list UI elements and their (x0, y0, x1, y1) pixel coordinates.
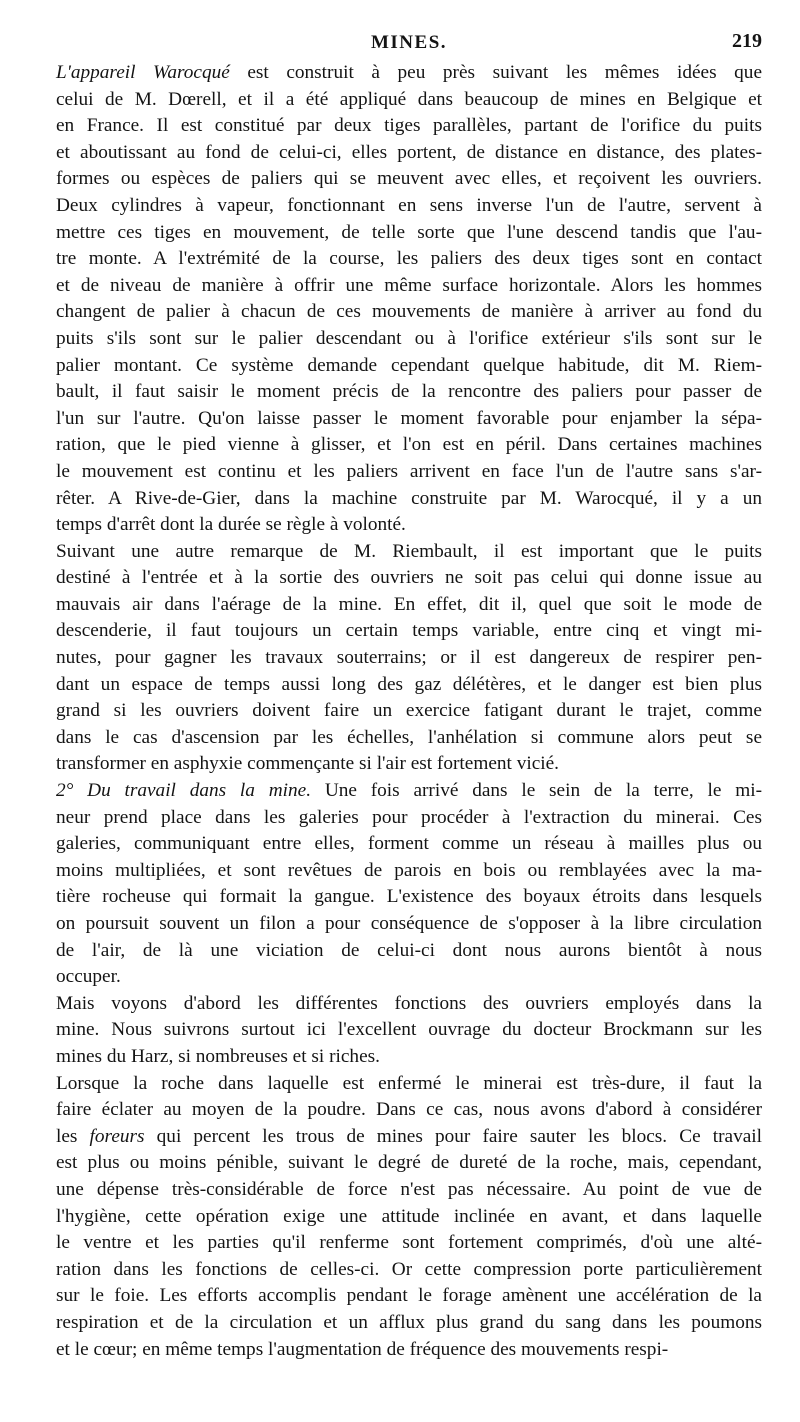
text-line: le ventre et les parties qu'il renferme sont fortement comprimés, d'où une alté- (56, 1232, 762, 1254)
text-line: dans le cas d'ascension par les échelles, l'anhélation si commune alors peut se (56, 726, 762, 748)
text-line: est plus ou moins pénible, suivant le degré de dureté de la roche, mais, cependant, (56, 1152, 762, 1174)
text-line: destiné à l'entrée et à la sortie des ouvriers ne soit pas celui qui donne issue au (56, 567, 762, 589)
text-line: mauvais air dans l'aérage de la mine. En effet, dit il, quel que soit le mode de (56, 593, 762, 615)
text-line: formes ou espèces de paliers qui se meuvent avec elles, et reçoivent les ouvriers. (56, 168, 762, 190)
text-line: faire éclater au moyen de la poudre. Dans ce cas, nous avons d'abord à considérer (56, 1099, 762, 1121)
text-line: mine. Nous suivrons surtout ici l'excellent ouvrage du docteur Brockmann sur les (56, 1019, 762, 1041)
text-line: en France. Il est constitué par deux tiges parallèles, partant de l'orifice du puits (56, 115, 762, 137)
text-line: ration, que le pied vienne à glisser, et l'on est en péril. Dans certaines machines (56, 434, 762, 456)
text-line: neur prend place dans les galeries pour procéder à l'extraction du minerai. Ces (56, 806, 762, 828)
text-line: occuper. (56, 966, 121, 988)
text-line: mines du Harz, si nombreuses et si riches. (56, 1045, 380, 1067)
text-line: et aboutissant au fond de celui-ci, elles portent, de distance en distance, des plates- (56, 141, 762, 163)
paragraph (56, 991, 762, 1071)
running-title: MINES. (370, 32, 448, 53)
text-line: on poursuit souvent un filon a pour conséquence de s'opposer à la libre circulation (56, 913, 762, 934)
italic-lead: 2° Du travail dans la mine. (56, 780, 312, 802)
text-line: nutes, pour gagner les travaux souterrains; or il est dangereux de respirer pen- (56, 647, 762, 669)
text-line: L'appareil Warocqué est construit à peu près suivant les mêmes idées que (56, 62, 763, 83)
text-line: grand si les ouvriers doivent faire un exercice fatigant durant le trajet, comme (56, 700, 762, 722)
text-line: le mouvement est continu et les paliers arrivent en face l'un de l'autre sans s'ar- (56, 460, 762, 482)
book-page (56, 20, 762, 1363)
body-text (56, 60, 762, 1363)
paragraph (56, 778, 762, 991)
text-line: mettre ces tiges en mouvement, de telle sorte que l'une descend tandis que l'au- (56, 221, 762, 243)
text-line: Suivant une autre remarque de M. Riembault, il est important que le puits (56, 540, 762, 562)
text-line: sur le foie. Les efforts accomplis pendant le forage amènent une accélération de la (56, 1285, 762, 1307)
text-line: 2° Du travail dans la mine. Une fois arrivé dans le sein de la terre, le mi- (56, 780, 763, 802)
text-line: Mais voyons d'abord les différentes fonctions des ouvriers employés dans la (56, 992, 762, 1014)
italic-lead: L'appareil Warocqué (56, 62, 230, 83)
text-line: celui de M. Dœrell, et il a été appliqué dans beaucoup de mines en Belgique et (56, 88, 762, 110)
running-head (56, 20, 762, 60)
text-line: puits s'ils sont sur le palier descendant ou à l'orifice extérieur s'ils sont sur le (56, 327, 762, 349)
text-line: les foreurs qui percent les trous de mines pour faire sauter les blocs. Ce travail (56, 1125, 762, 1147)
text-line: transformer en asphyxie commençante si l'air est fortement vicié. (56, 753, 559, 775)
text-line: temps d'arrêt dont la durée se règle à volonté. (56, 514, 406, 536)
italic-term: foreurs (89, 1125, 145, 1147)
page-number: 219 (732, 30, 762, 52)
text-line: et le cœur; en même temps l'augmentation de fréquence des mouvements respi- (56, 1338, 669, 1360)
text-line: et de niveau de manière à offrir une même surface horizontale. Alors les hommes (56, 274, 762, 296)
text-line: changent de palier à chacun de ces mouvements de manière à arriver au fond du (56, 301, 762, 323)
text-line: l'un sur l'autre. Qu'on laisse passer le moment favorable pour enjamber la sépa- (56, 407, 762, 429)
text-line: une dépense très-considérable de force n'est pas nécessaire. Au point de vue de (56, 1178, 762, 1200)
text-line: tre monte. A l'extrémité de la course, les paliers des deux tiges sont en contact (56, 248, 762, 270)
text-line: descenderie, il faut toujours un certain temps variable, entre cinq et vingt mi- (56, 620, 762, 642)
text-line: Deux cylindres à vapeur, fonctionnant en sens inverse l'un de l'autre, servent à (56, 194, 762, 216)
paragraph (56, 539, 762, 778)
text-line: ration dans les fonctions de celles-ci. Or cette compression porte particulièrement (56, 1258, 762, 1280)
text-line: palier montant. Ce système demande cependant quelque habitude, dit M. Riem- (56, 354, 762, 376)
text-line: de l'air, de là une viciation de celui-ci dont nous aurons bientôt à nous (56, 939, 762, 961)
text-line: Lorsque la roche dans laquelle est enfermé le minerai est très-dure, il faut la (56, 1072, 762, 1094)
paragraph (56, 1071, 762, 1364)
paragraph (56, 60, 762, 539)
text-line: dant un espace de temps aussi long des gaz délétères, et le danger est bien plus (56, 673, 762, 695)
text-line: moins multipliées, et sont revêtues de parois en bois ou remblayées avec la ma- (56, 859, 762, 881)
text-line: respiration et de la circulation et un afflux plus grand du sang dans les poumons (56, 1311, 762, 1333)
text-line: rêter. A Rive-de-Gier, dans la machine construite par M. Warocqué, il y a un (56, 487, 762, 509)
text-line: l'hygiène, cette opération exige une attitude inclinée en avant, et dans laquelle (56, 1205, 762, 1227)
text-line: tière rocheuse qui formait la gangue. L'existence des boyaux étroits dans lesquels (56, 886, 762, 908)
text-line: galeries, communiquant entre elles, forment comme un réseau à mailles plus ou (56, 833, 762, 855)
text-line: bault, il faut saisir le moment précis de la rencontre des paliers pour passer de (56, 381, 762, 403)
